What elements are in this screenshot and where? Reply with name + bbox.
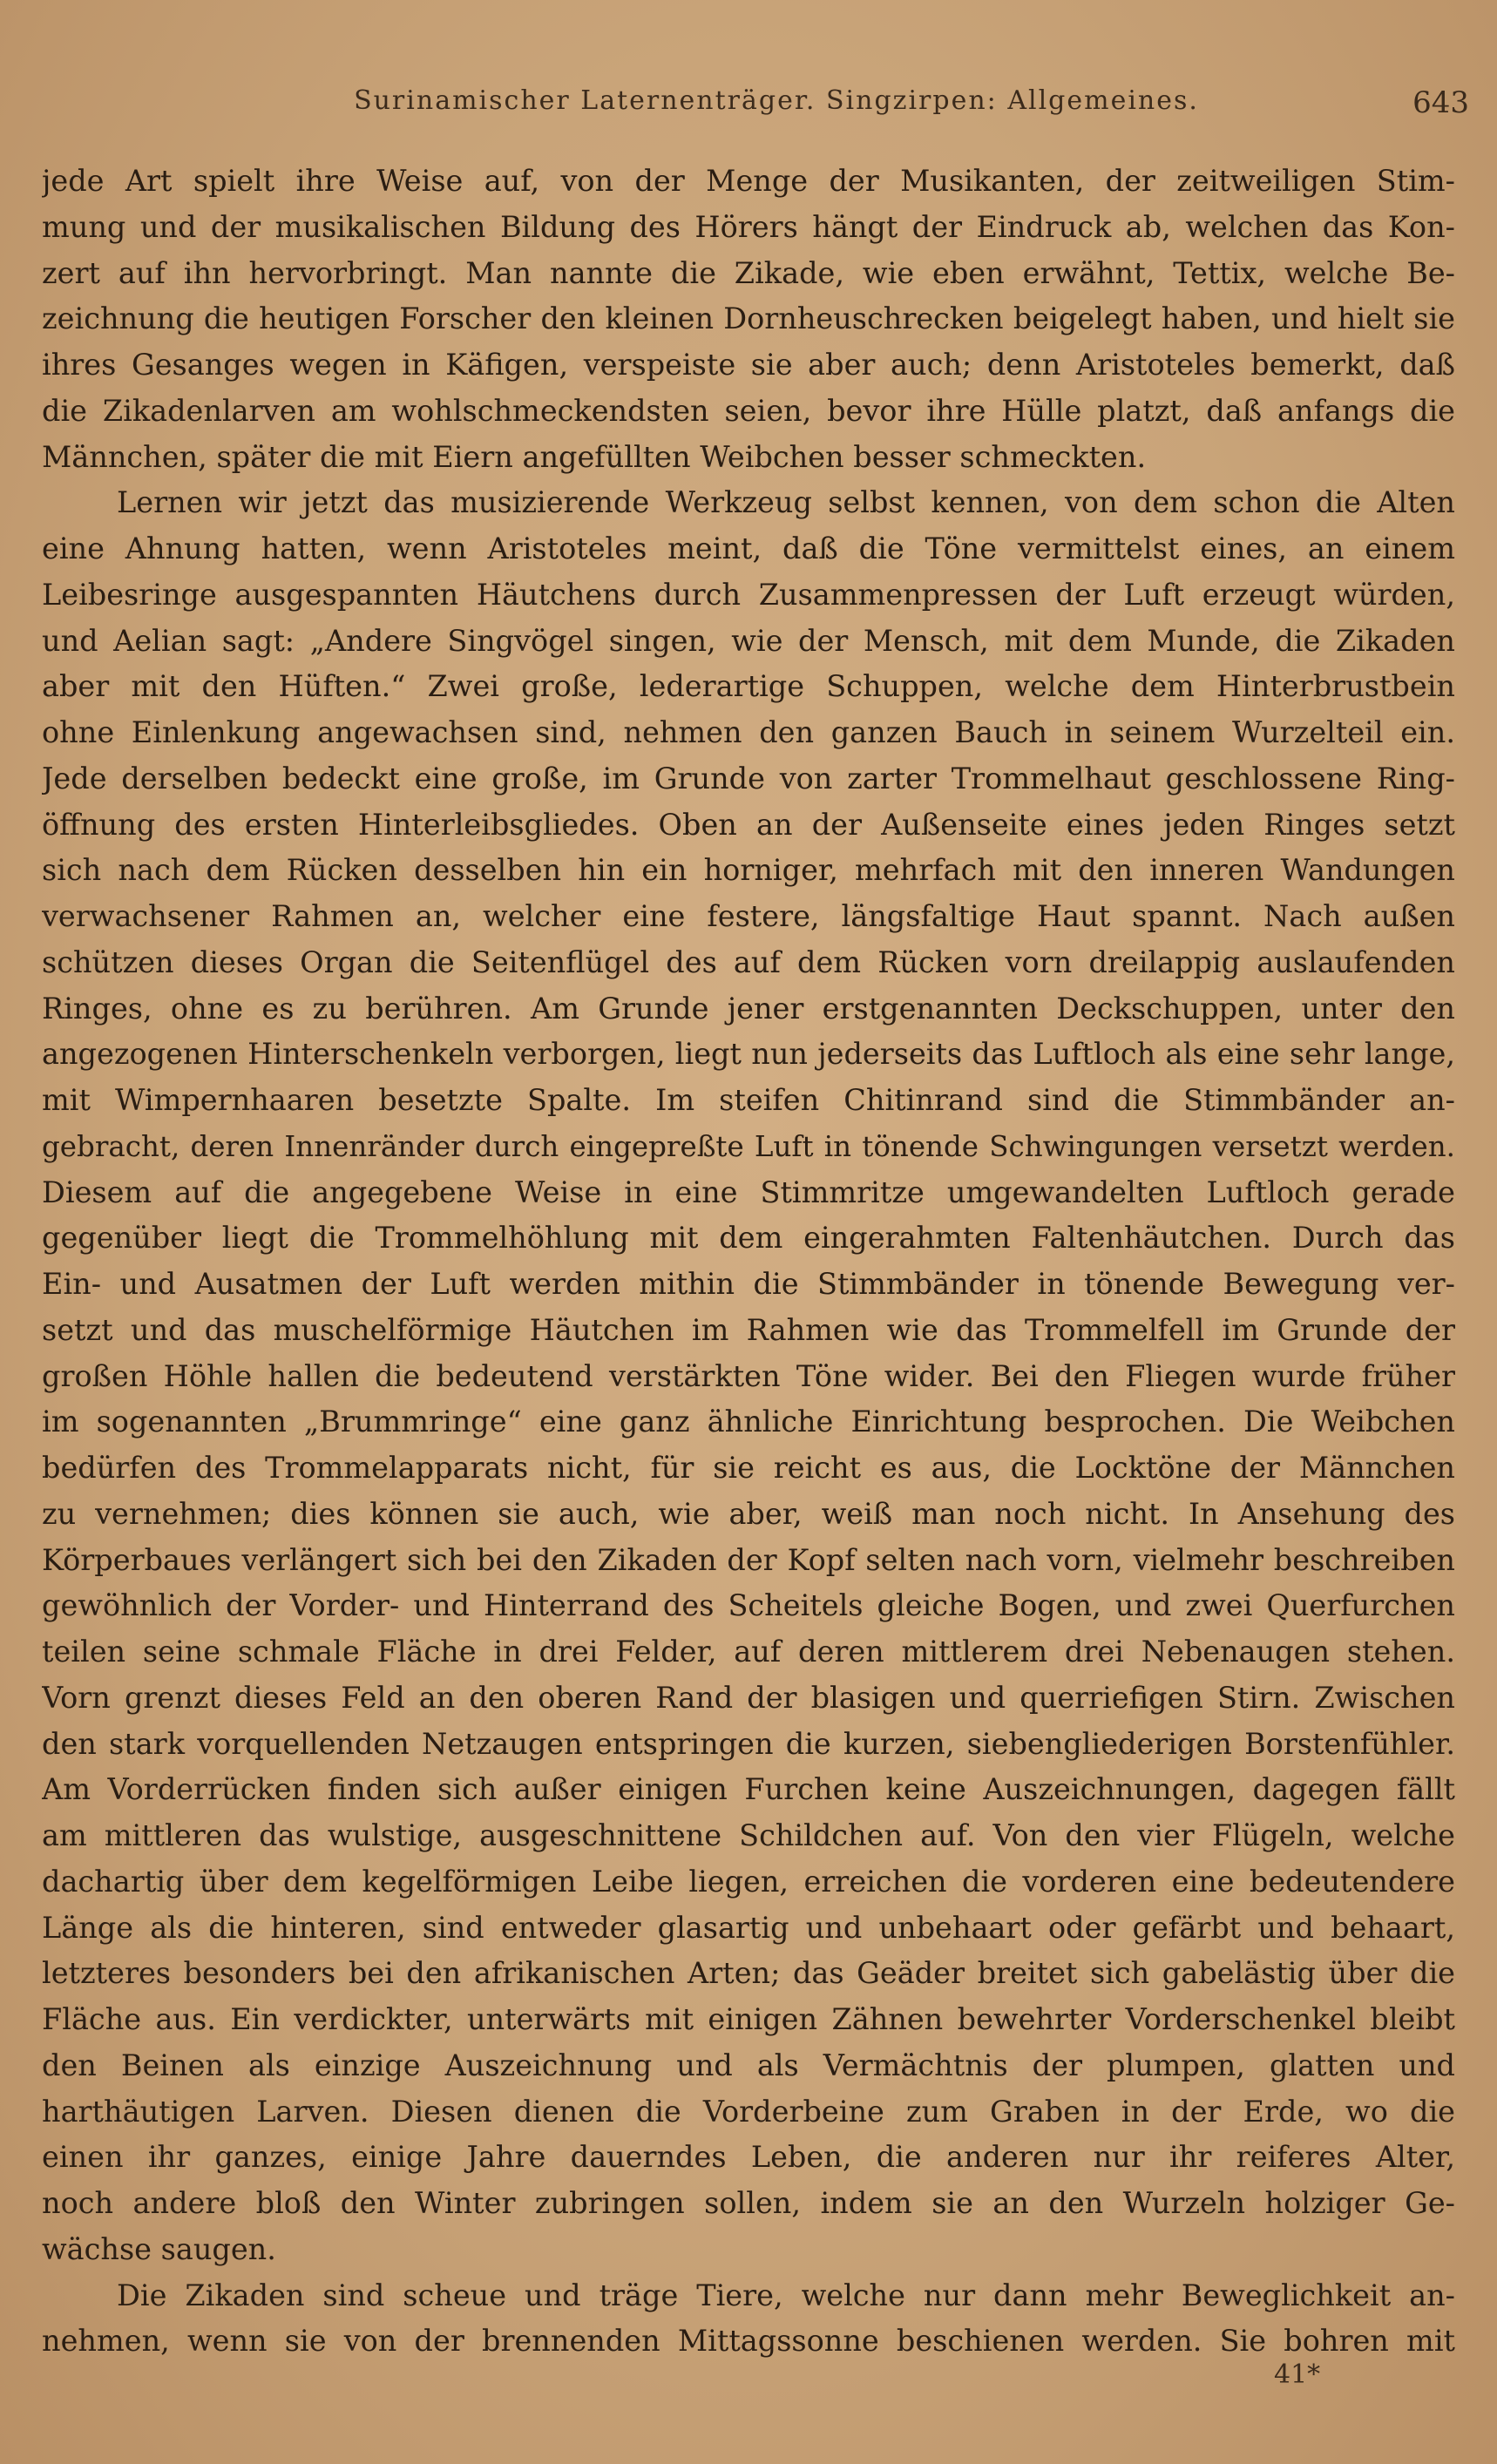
text-line: im sogenannten „Brummringe“ eine ganz ähnliche Einrichtung besprochen. Die Weibchen xyxy=(42,1405,1455,1439)
text-line: einen ihr ganzes, einige Jahre dauerndes Leben, die anderen nur ihr reiferes Alter, xyxy=(42,2140,1455,2175)
text-line: angezogenen Hinterschenkeln verborgen, liegt nun jederseits das Luftloch als eine sehr lange, xyxy=(42,1037,1455,1072)
text-line: eine Ahnung hatten, wenn Aristoteles meint, daß die Töne vermittelst eines, an einem xyxy=(42,531,1455,565)
page-number: 643 xyxy=(1412,85,1469,120)
text-line: und Aelian sagt: „Andere Singvögel singen, wie der Mensch, mit dem Munde, die Zikaden xyxy=(42,623,1455,658)
text-line: Ringes, ohne es zu berühren. Am Grunde jener erstgenannten Deckschuppen, unter den xyxy=(42,991,1455,1026)
text-line: mung und der musikalischen Bildung des Hörers hängt der Eindruck ab, welchen das Kon- xyxy=(42,209,1455,244)
body-text xyxy=(42,159,1455,2365)
text-line: Leibesringe ausgespannten Häutchens durch Zusammenpressen der Luft erzeugt würden, xyxy=(42,577,1455,612)
text-line: Jede derselben bedeckt eine große, im Grunde von zarter Trommelhaut geschlossene Ring- xyxy=(42,761,1455,795)
text-line: mit Wimpernhaaren besetzte Spalte. Im steifen Chitinrand sind die Stimmbänder an- xyxy=(42,1083,1455,1117)
text-line: Männchen, später die mit Eiern angefüllten Weibchen besser schmeckten. xyxy=(42,439,1147,474)
text-line: gebracht, deren Innenränder durch eingepreßte Luft in tönende Schwingungen versetzt werden. xyxy=(42,1129,1455,1163)
text-line: öffnung des ersten Hinterleibsgliedes. Oben an der Außenseite eines jeden Ringes setzt xyxy=(42,807,1455,842)
text-line: den Beinen als einzige Auszeichnung und als Vermächtnis der plumpen, glatten und xyxy=(42,2048,1455,2082)
text-line: noch andere bloß den Winter zubringen sollen, indem sie an den Wurzeln holziger Ge- xyxy=(42,2186,1455,2220)
text-line: jede Art spielt ihre Weise auf, von der Menge der Musikanten, der zeitweiligen Stim- xyxy=(42,164,1455,198)
text-line: Länge als die hinteren, sind entweder glasartig und unbehaart oder gefärbt und behaart, xyxy=(42,1910,1455,1945)
text-line: ihres Gesanges wegen in Käfigen, verspeiste sie aber auch; denn Aristoteles bemerkt, daß xyxy=(42,348,1455,382)
text-line: sich nach dem Rücken desselben hin ein horniger, mehrfach mit den inneren Wandungen xyxy=(42,853,1455,888)
running-head xyxy=(84,85,1469,129)
text-line: Körperbaues verlängert sich bei den Zikaden der Kopf selten nach vorn, vielmehr beschreiben xyxy=(42,1542,1455,1577)
text-line: bedürfen des Trommelapparats nicht, für sie reicht es aus, die Locktöne der Männchen xyxy=(42,1451,1455,1485)
text-line: großen Höhle hallen die bedeutend verstärkten Töne wider. Bei den Fliegen wurde früher xyxy=(42,1358,1455,1393)
text-line: letzteres besonders bei den afrikanischen Arten; das Geäder breitet sich gabelästig über die xyxy=(42,1956,1455,1991)
text-line: schützen dieses Organ die Seitenflügel des auf dem Rücken vorn dreilappig auslaufenden xyxy=(42,944,1455,979)
text-line: nehmen, wenn sie von der brennenden Mittagssonne beschienen werden. Sie bohren mit xyxy=(42,2324,1455,2359)
text-line: ohne Einlenkung angewachsen sind, nehmen den ganzen Bauch in seinem Wurzelteil ein. xyxy=(42,715,1455,749)
text-line: den stark vorquellenden Netzaugen entspringen die kurzen, siebengliederigen Borstenfühler. xyxy=(42,1726,1455,1761)
text-line: am mittleren das wulstige, ausgeschnittene Schildchen auf. Von den vier Flügeln, welche xyxy=(42,1818,1455,1852)
text-line: verwachsener Rahmen an, welcher eine festere, längsfaltige Haut spannt. Nach außen xyxy=(42,899,1455,933)
text-line: zert auf ihn hervorbringt. Man nannte die Zikade, wie eben erwähnt, Tettix, welche Be- xyxy=(42,255,1455,290)
text-line: die Zikadenlarven am wohlschmeckendsten seien, bevor ihre Hülle platzt, daß anfangs die xyxy=(42,393,1455,428)
text-line: wächse saugen. xyxy=(42,2231,276,2266)
text-line: harthäutigen Larven. Diesen dienen die Vorderbeine zum Graben in der Erde, wo die xyxy=(42,2094,1455,2129)
text-line: zu vernehmen; dies können sie auch, wie aber, weiß man noch nicht. In Ansehung des xyxy=(42,1496,1455,1531)
text-line: dachartig über dem kegelförmigen Leibe liegen, erreichen die vorderen eine bedeutendere xyxy=(42,1864,1455,1899)
text-line: setzt und das muschelförmige Häutchen im Rahmen wie das Trommelfell im Grunde der xyxy=(42,1312,1455,1347)
text-line: Vorn grenzt dieses Feld an den oberen Rand der blasigen und querriefigen Stirn. Zwischen xyxy=(42,1680,1455,1715)
text-line: gegenüber liegt die Trommelhöhlung mit dem eingerahmten Faltenhäutchen. Durch das xyxy=(42,1221,1455,1256)
text-line: Fläche aus. Ein verdickter, unterwärts mit einigen Zähnen bewehrter Vorderschenkel bleibt xyxy=(42,2002,1455,2036)
text-line: zeichnung die heutigen Forscher den kleinen Dornheuschrecken beigelegt haben, und hielt sie xyxy=(42,301,1455,336)
text-line: gewöhnlich der Vorder- und Hinterrand des Scheitels gleiche Bogen, und zwei Querfurchen xyxy=(42,1588,1455,1623)
text-line: Diesem auf die angegebene Weise in eine Stimmritze umgewandelten Luftloch gerade xyxy=(42,1174,1455,1209)
text-line: Ein- und Ausatmen der Luft werden mithin die Stimmbänder in tönende Bewegung ver- xyxy=(42,1267,1455,1301)
text-line: Lernen wir jetzt das musizierende Werkzeug selbst kennen, von dem schon die Alten xyxy=(117,485,1455,520)
sheet-signature: 41* xyxy=(1274,2359,1321,2390)
text-line: aber mit den Hüften.“ Zwei große, lederartige Schuppen, welche dem Hinterbrustbein xyxy=(42,669,1455,704)
text-line: Die Zikaden sind scheue und träge Tiere, welche nur dann mehr Beweglichkeit an- xyxy=(117,2278,1455,2312)
text-line: Am Vorderrücken finden sich außer einigen Furchen keine Auszeichnungen, dagegen fällt xyxy=(42,1772,1455,1807)
running-title: Surinamischer Laternenträger. Singzirpen: Allgemeines. xyxy=(354,85,1199,116)
text-line: teilen seine schmale Fläche in drei Felder, auf deren mittlerem drei Nebenaugen stehen. xyxy=(42,1635,1455,1669)
